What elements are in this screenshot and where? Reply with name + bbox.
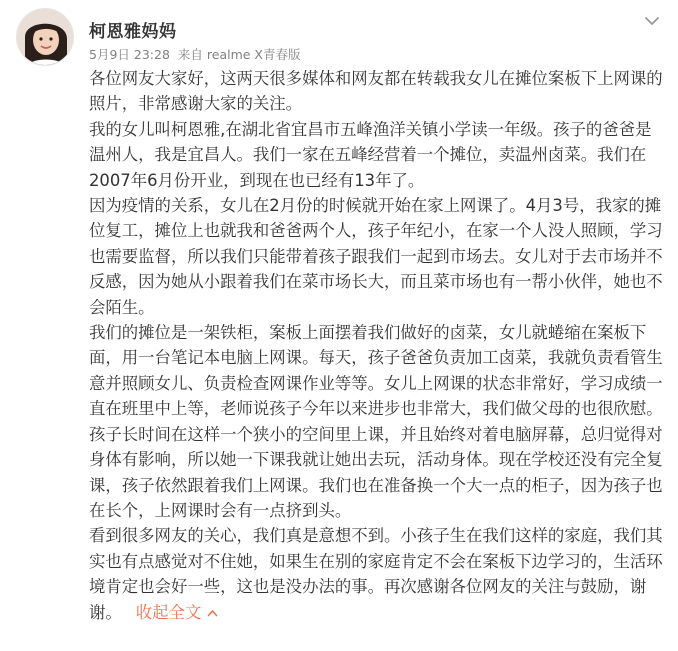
post-source-prefix: 来自	[177, 47, 203, 62]
paragraph: 我的女儿叫柯恩雅,在湖北省宜昌市五峰渔洋关镇小学读一年级。孩子的爸爸是温州人，我是宜昌人。我们一家在五峰经营着一个摊位，卖温州卤菜。我们在2007年6月份开业，到现在也已经有13年了。	[89, 119, 652, 190]
chevron-up-icon	[207, 609, 218, 617]
post-content	[89, 66, 665, 625]
paragraph-last	[89, 523, 665, 625]
more-options-button[interactable]	[640, 12, 664, 30]
collapse-text-link[interactable]	[136, 603, 219, 622]
avatar-image	[17, 9, 74, 66]
paragraph: 各位网友大家好，这两天很多媒体和网友都在转载我女儿在摊位案板下上网课的照片，非常感谢大家的关注。	[89, 69, 663, 114]
paragraph: 我们的摊位是一架铁柜，案板上面摆着我们做好的卤菜，女儿就蜷缩在案板下面，用一台笔记本电脑上网课。每天，孩子爸爸负责加工卤菜，我就负责看管生意并照顾女儿、负责检查网课作业等等。女儿上网课的状态非常好，学习成绩一直在班里中上等，老师说孩子今年以来进步也非常大，我们做父母的也很欣慰。	[89, 323, 663, 419]
avatar[interactable]	[16, 8, 74, 66]
paragraph: 孩子长时间在这样一个狭小的空间里上课，并且始终对着电脑屏幕，总归觉得对身体有影响，所以她一下课我就让她出去玩，活动身体。现在学校还没有完全复课，孩子依然跟着我们上网课。我们也在准备换一个大一点的柜子，因为孩子也在长个，上网课时会有一点挤到头。	[89, 424, 663, 520]
chevron-down-icon	[640, 12, 664, 30]
paragraph-text: 看到很多网友的关心，我们真是意想不到。小孩子生在我们这样的家庭，我们其实也有点感觉对不住她，如果生在别的家庭肯定不会在案板下边学习的，生活环境肯定也会好一些，这也是没办法的事。再次感谢各位网友的关注与鼓励，谢谢。	[89, 526, 663, 622]
author-name[interactable]: 柯恩雅妈妈	[89, 22, 177, 42]
post-timestamp[interactable]: 5月9日 23:28	[89, 47, 170, 62]
paragraph: 因为疫情的关系，女儿在2月份的时候就开始在家上网课了。4月3号，我家的摊位复工，摊位上也就我和爸爸两个人，孩子年纪小，在家一个人没人照顾，学习也需要监督，所以我们只能带着孩子跟我们一起到市场去。女儿对于去市场并不反感，因为她从小跟着我们在菜市场长大，而且菜市场也有一帮小伙伴，她也不会陌生。	[89, 196, 663, 317]
post-source[interactable]: realme X青春版	[206, 47, 301, 62]
collapse-label: 收起全文	[135, 602, 202, 622]
post-meta	[89, 45, 305, 63]
